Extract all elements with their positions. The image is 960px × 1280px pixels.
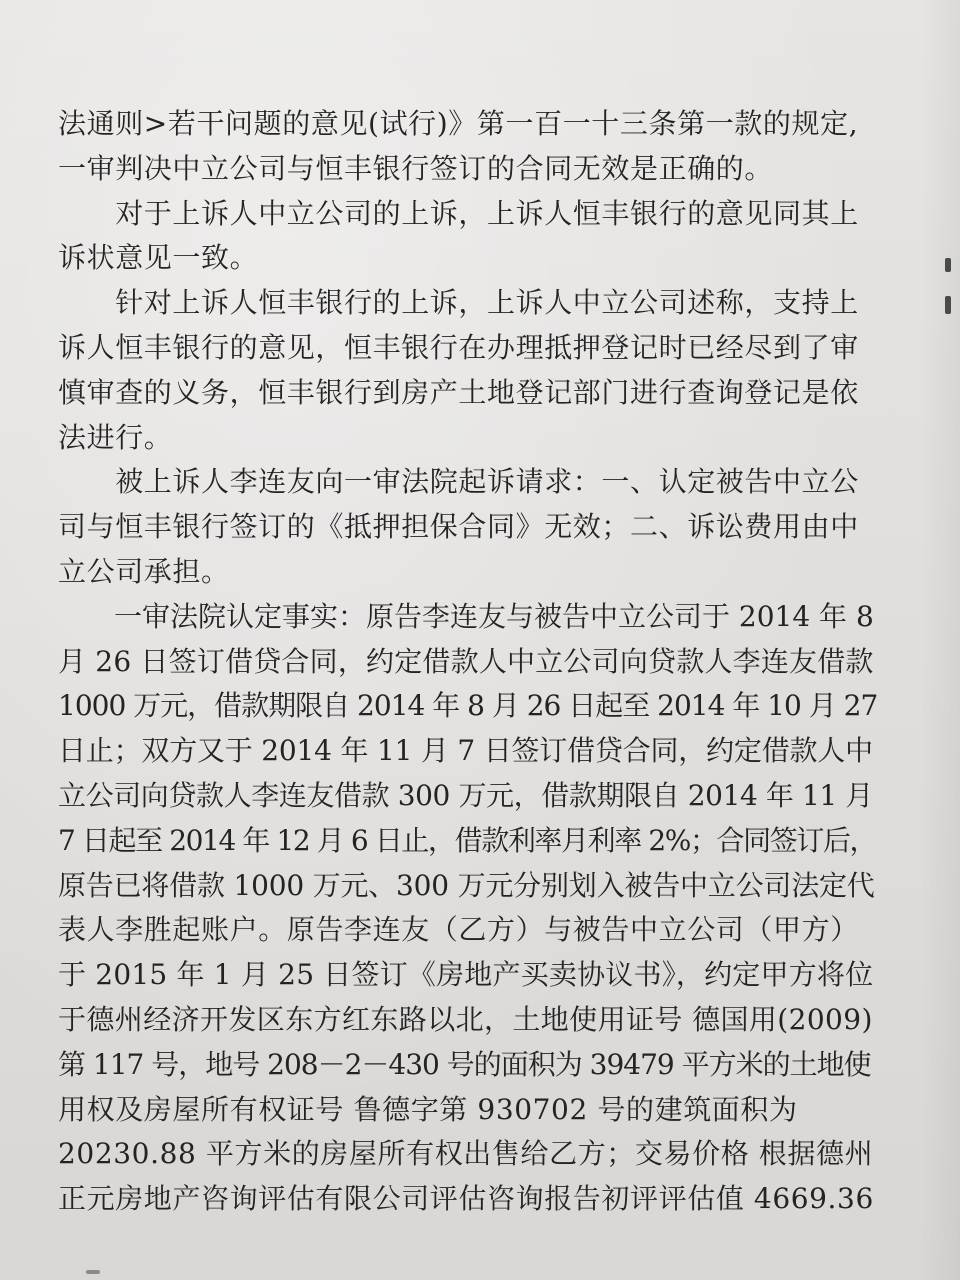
- text-line: 7 日起至 2014 年 12 月 6 日止，借款利率月利率 2%；合同签订后，: [58, 823, 877, 857]
- text-line: 诉状意见一致。: [58, 241, 259, 275]
- text-line: 针对上诉人恒丰银行的上诉，上诉人中立公司述称，支持上: [58, 286, 859, 320]
- text-line: 慎审查的义务，恒丰银行到房产土地登记部门进行查询登记是依: [58, 375, 859, 409]
- text-line: 原告已将借款 1000 万元、300 万元分别划入被告中立公司法定代: [58, 868, 875, 902]
- paper-scuff-mark: [86, 1270, 100, 1274]
- text-line: 法进行。: [58, 420, 173, 454]
- text-line: 一审判决中立公司与恒丰银行签订的合同无效是正确的。: [58, 151, 774, 185]
- text-line: 第 117 号，地号 208－2－430 号的面积为 39479 平方米的土地使: [58, 1047, 871, 1081]
- text-line: 日止；双方又于 2014 年 11 月 7 日签订借贷合同，约定借款人中: [58, 734, 873, 768]
- binding-hole-mark: [945, 258, 951, 272]
- text-line: 于德州经济开发区东方红东路以北，土地使用证号 德国用(2009): [58, 1002, 873, 1036]
- document-body: [58, 102, 878, 1222]
- text-line: 月 26 日签订借贷合同，约定借款人中立公司向贷款人李连友借款: [58, 644, 874, 678]
- text-line: 司与恒丰银行签订的《抵押担保合同》无效；二、诉讼费用由中: [58, 510, 859, 544]
- text-line: 法通则>若干问题的意见(试行)》第一百一十三条第一款的规定,: [58, 107, 859, 140]
- text-line: 于 2015 年 1 月 25 日签订《房地产买卖协议书》，约定甲方将位: [58, 958, 874, 992]
- text-line: 正元房地产咨询评估有限公司评估咨询报告初评评估值 4669.36: [58, 1182, 874, 1216]
- text-line: 20230.88 平方米的房屋所有权出售给乙方；交易价格 根据德州: [58, 1137, 874, 1171]
- text-line: 对于上诉人中立公司的上诉，上诉人恒丰银行的意见同其上: [58, 196, 859, 230]
- text-line: 被上诉人李连友向一审法院起诉请求：一、认定被告中立公: [58, 465, 859, 499]
- text-line: 一审法院认定事实：原告李连友与被告中立公司于 2014 年 8: [58, 599, 874, 633]
- text-line: 立公司向贷款人李连友借款 300 万元，借款期限自 2014 年 11 月: [58, 778, 873, 812]
- text-line: 诉人恒丰银行的意见，恒丰银行在办理抵押登记时已经尽到了审: [58, 330, 859, 364]
- text-line: 表人李胜起账户。原告李连友（乙方）与被告中立公司（甲方）: [58, 913, 859, 947]
- text-line: 立公司承担。: [58, 554, 230, 588]
- page-edge-shadow: [920, 0, 960, 1280]
- binding-hole-mark: [945, 296, 951, 314]
- text-line: 1000 万元，借款期限自 2014 年 8 月 26 日起至 2014 年 10 月 27: [58, 689, 878, 723]
- text-line: 用权及房屋所有权证号 鲁德字第 930702 号的建筑面积为: [58, 1092, 798, 1126]
